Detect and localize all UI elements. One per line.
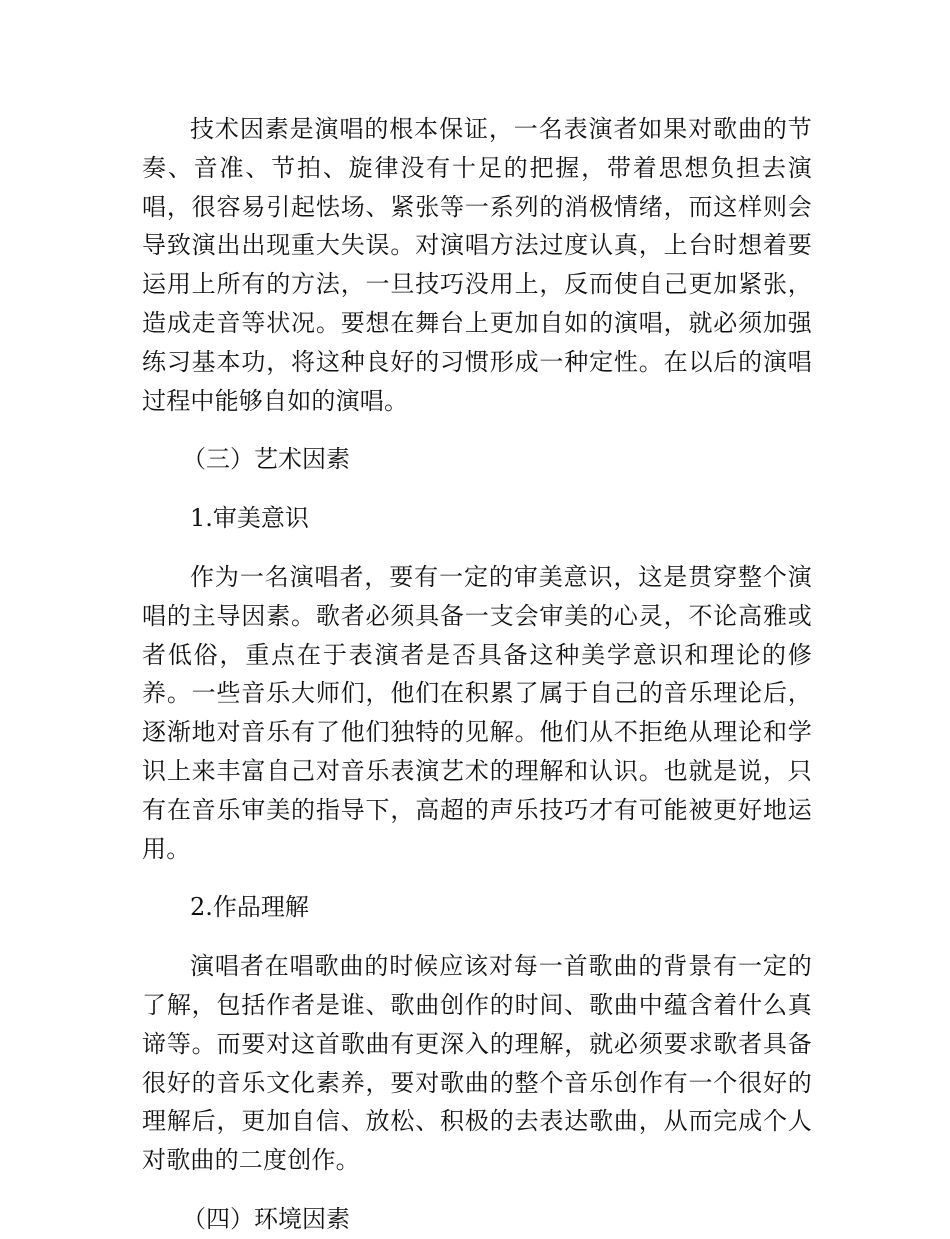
document-body <box>142 110 812 1239</box>
spacer <box>142 538 812 558</box>
subheading-aesthetic-awareness: 1.审美意识 <box>190 504 309 533</box>
paragraph-aesthetic-awareness: 作为一名演唱者，要有一定的审美意识，这是贯穿整个演唱的主导因素。歌者必须具备一支会审美的心灵，不论高雅或者低俗，重点在于表演者是否具备这种美学意识和理论的修养。一些音乐大师们，他们在积累了属于自己的音乐理论后，逐渐地对音乐有了他们独特的见解。他们从不拒绝从理论和学识上来丰富自己对音乐表演艺术的理解和认识。也就是说，只有在音乐审美的指导下，高超的声乐技巧才有可能被更好地运用。 <box>142 562 812 863</box>
spacer <box>142 479 812 499</box>
paragraph-work-understanding: 演唱者在唱歌曲的时候应该对每一首歌曲的背景有一定的了解，包括作者是谁、歌曲创作的时间、歌曲中蕴含着什么真谛等。而要对这首歌曲有更深入的理解，就必须要求歌者具备很好的音乐文化素养，要对歌曲的整个音乐创作有一个很好的理解后，更加自信、放松、积极的去表达歌曲，从而完成个人对歌曲的二度创作。 <box>142 952 812 1175</box>
paragraph-technical-factors: 技术因素是演唱的根本保证，一名表演者如果对歌曲的节奏、音准、节拍、旋律没有十足的把握，带着思想负担去演唱，很容易引起怯场、紧张等一系列的消极情绪，而这样则会导致演出出现重大失误。对演唱方法过度认真，上台时想着要运用上所有的方法，一旦技巧没用上，反而使自己更加紧张，造成走音等状况。要想在舞台上更加自如的演唱，就必须加强练习基本功，将这种良好的习惯形成一种定性。在以后的演唱过程中能够自如的演唱。 <box>142 115 812 415</box>
subheading-work-understanding: 2.作品理解 <box>190 893 309 922</box>
spacer <box>142 1180 812 1200</box>
section-heading-art-factors: （三）艺术因素 <box>182 445 350 474</box>
section-heading-environment-factors: （四）环境因素 <box>182 1204 350 1233</box>
spacer <box>142 927 812 947</box>
spacer <box>142 868 812 888</box>
spacer <box>142 420 812 440</box>
